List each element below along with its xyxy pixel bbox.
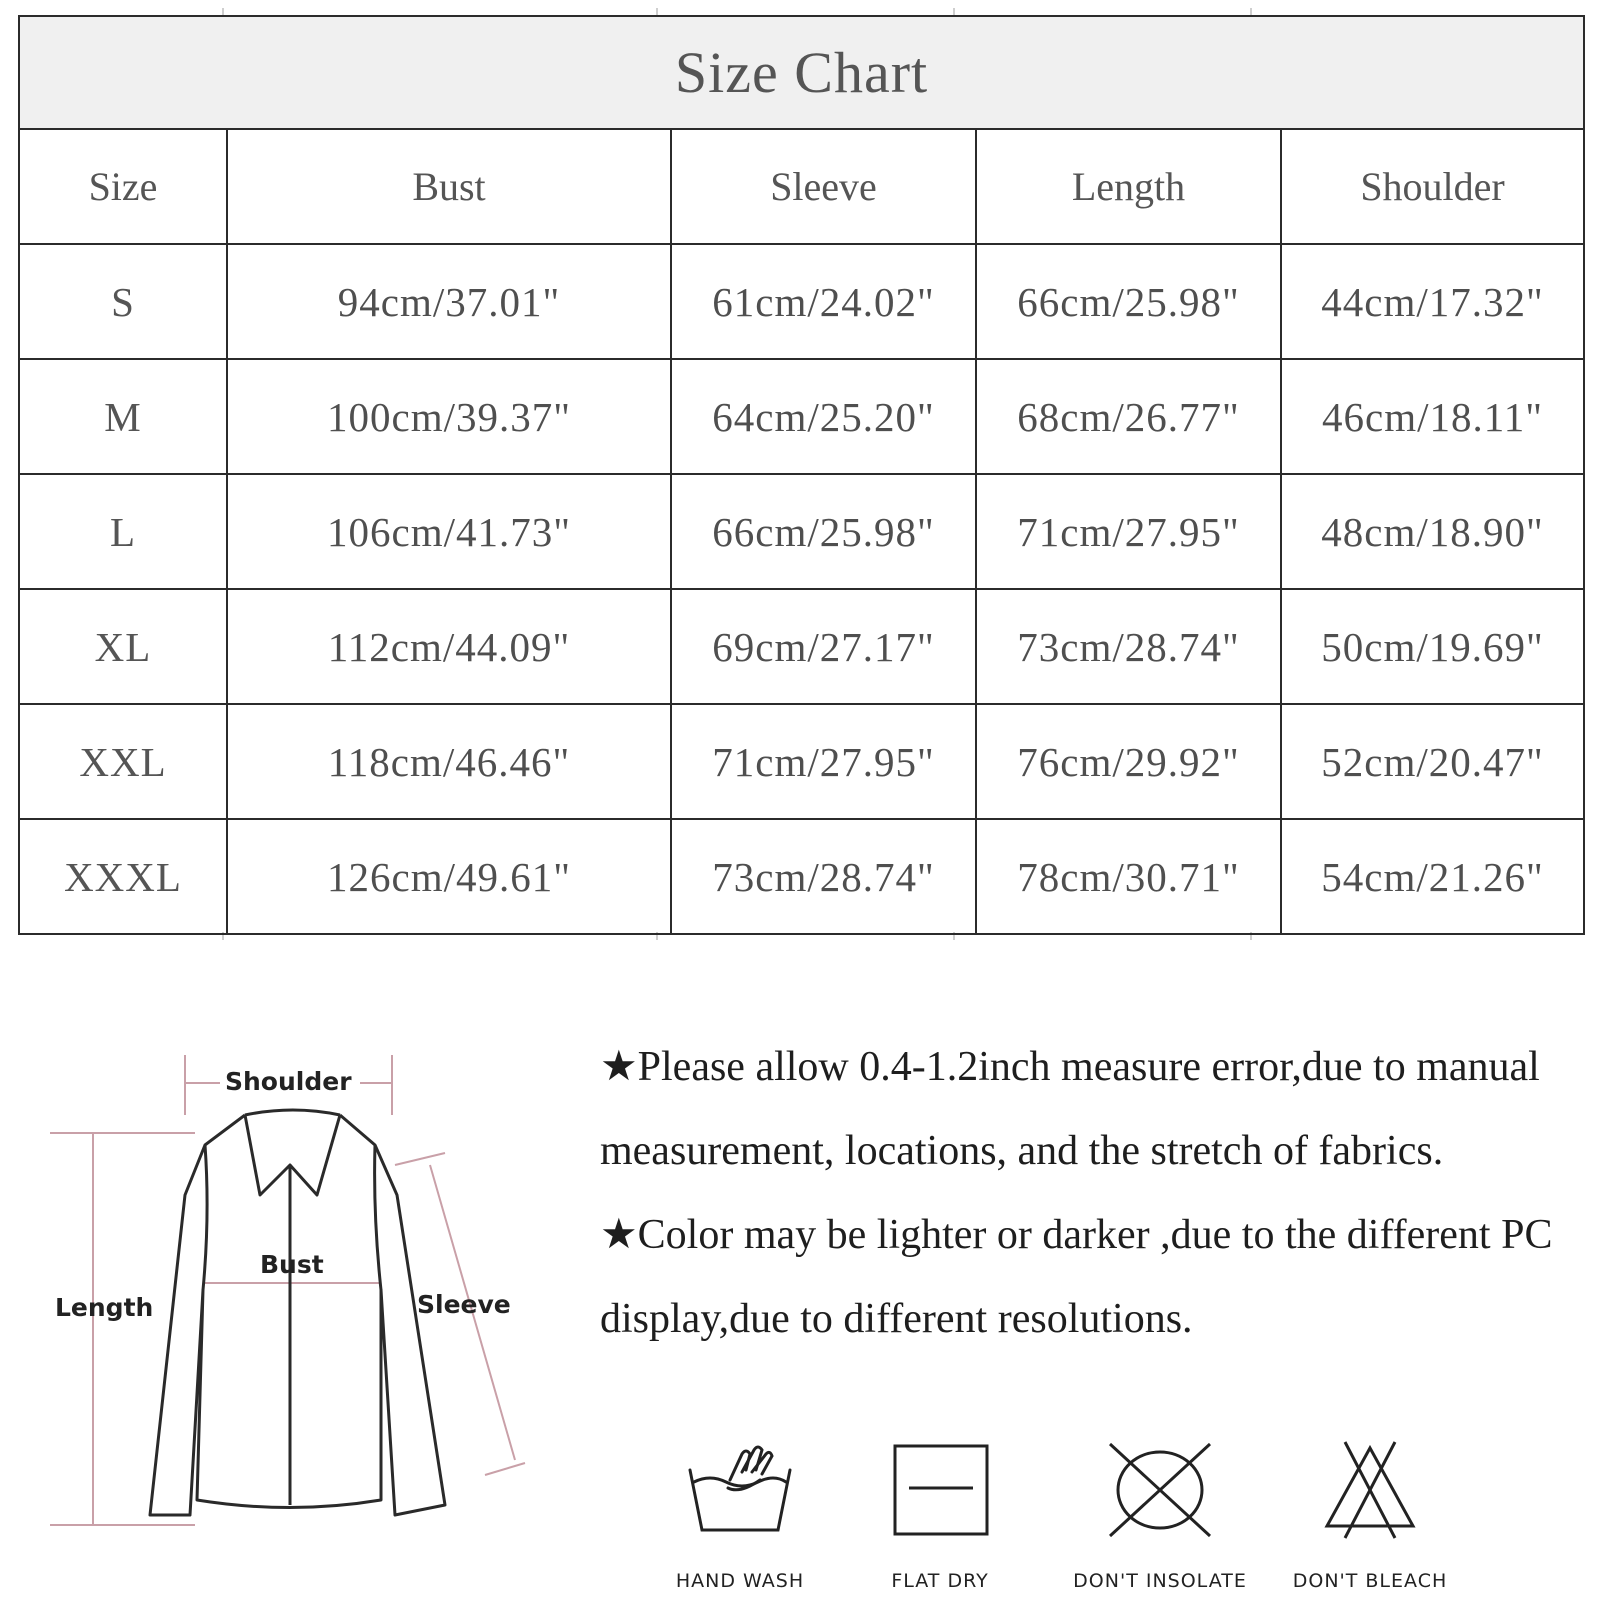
size-cell: XXL [19,704,227,819]
hand-wash-label: HAND WASH [675,1570,805,1592]
length-cell: 73cm/28.74" [976,589,1281,704]
sleeve-cell: 71cm/27.95" [671,704,976,819]
header-shoulder: Shoulder [1281,129,1584,244]
length-cell: 78cm/30.71" [976,819,1281,934]
sleeve-cell: 64cm/25.20" [671,359,976,474]
care-item-hand-wash [640,1440,840,1590]
sleeve-cell: 61cm/24.02" [671,244,976,359]
size-cell: XL [19,589,227,704]
sleeve-label: Sleeve [417,1290,511,1319]
flat-dry-icon [885,1440,995,1540]
table-row [19,819,1584,934]
bust-cell: 118cm/46.46" [227,704,671,819]
care-item-dont-insolate [1060,1440,1260,1590]
chart-title: Size Chart [19,16,1584,129]
shoulder-cell: 52cm/20.47" [1281,704,1584,819]
length-cell: 76cm/29.92" [976,704,1281,819]
size-cell: S [19,244,227,359]
header-row [19,129,1584,244]
sleeve-cell: 66cm/25.98" [671,474,976,589]
bust-cell: 112cm/44.09" [227,589,671,704]
header-sleeve: Sleeve [671,129,976,244]
length-cell: 68cm/26.77" [976,359,1281,474]
length-cell: 71cm/27.95" [976,474,1281,589]
shoulder-cell: 46cm/18.11" [1281,359,1584,474]
bust-cell: 100cm/39.37" [227,359,671,474]
care-item-flat-dry [840,1440,1040,1590]
table-row [19,589,1584,704]
hand-wash-icon [680,1440,800,1540]
flat-dry-label: FLAT DRY [891,1570,989,1592]
shoulder-cell: 44cm/17.32" [1281,244,1584,359]
size-cell: XXXL [19,819,227,934]
dont-bleach-label: DON'T BLEACH [1292,1570,1448,1592]
sleeve-cell: 69cm/27.17" [671,589,976,704]
dont-insolate-icon [1100,1440,1220,1540]
length-cell: 66cm/25.98" [976,244,1281,359]
bust-cell: 94cm/37.01" [227,244,671,359]
bust-cell: 106cm/41.73" [227,474,671,589]
shoulder-cell: 54cm/21.26" [1281,819,1584,934]
notes-block [600,1025,1580,1361]
care-item-dont-bleach [1270,1440,1470,1590]
length-label: Length [55,1293,154,1322]
bust-label: Bust [260,1250,324,1279]
shoulder-cell: 50cm/19.69" [1281,589,1584,704]
shoulder-label: Shoulder [225,1067,352,1096]
size-cell: L [19,474,227,589]
dont-insolate-label: DON'T INSOLATE [1073,1570,1247,1592]
note-color-difference: ★Color may be lighter or darker ,due to the different PC display,due to different resolutions. [600,1212,1553,1342]
header-size: Size [19,129,227,244]
size-chart-table [18,15,1585,935]
dont-bleach-icon [1315,1440,1425,1540]
table-row [19,704,1584,819]
table-row [19,359,1584,474]
care-instructions [640,1440,1580,1590]
note-measure-error: ★Please allow 0.4-1.2inch measure error,due to manual measurement, locations, and the stretch of fabrics. [600,1044,1540,1174]
shirt-measurement-diagram [45,1045,545,1585]
shoulder-cell: 48cm/18.90" [1281,474,1584,589]
bust-cell: 126cm/49.61" [227,819,671,934]
table-row [19,244,1584,359]
table-row [19,474,1584,589]
header-length: Length [976,129,1281,244]
sleeve-cell: 73cm/28.74" [671,819,976,934]
size-cell: M [19,359,227,474]
header-bust: Bust [227,129,671,244]
